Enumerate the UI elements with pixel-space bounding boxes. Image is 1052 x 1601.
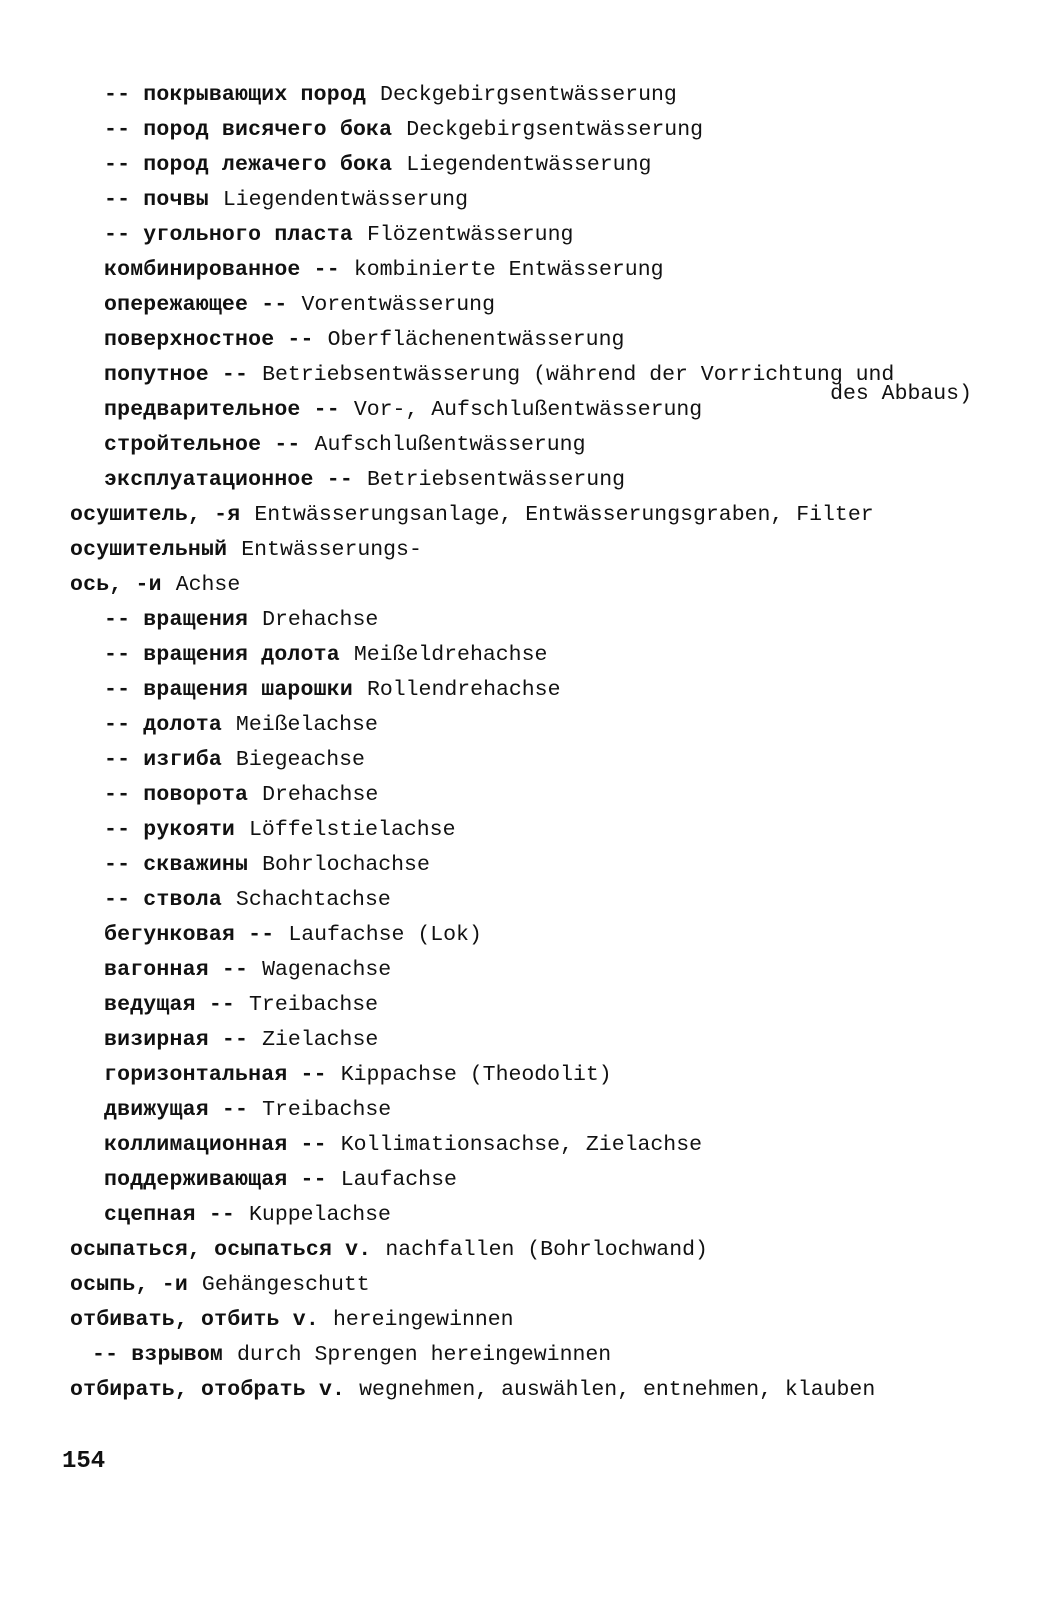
dictionary-entry [0, 638, 1052, 673]
german-translation: Betriebsentwässerung (während der Vorrichtung und [262, 363, 895, 387]
german-translation: Treibachse [262, 1098, 392, 1122]
dictionary-entry [0, 78, 1052, 113]
german-translation: Bohrlochachse [262, 853, 430, 877]
dictionary-entry [0, 1058, 1052, 1093]
german-translation: Drehachse [262, 608, 379, 632]
russian-term: отбирать, отобрать v. [70, 1378, 346, 1402]
russian-term: -- пород лежачего бока [104, 153, 393, 177]
german-translation: Zielachse [262, 1028, 379, 1052]
german-translation: Betriebsentwässerung [366, 468, 625, 492]
russian-term: -- рукояти [104, 818, 236, 842]
russian-term: -- угольного пласта [104, 223, 353, 247]
dictionary-entry [0, 953, 1052, 988]
german-translation: nachfallen (Bohrlochwand) [385, 1238, 708, 1262]
german-translation: Rollendrehachse [366, 678, 561, 702]
russian-term: стройтельное -- [104, 433, 301, 457]
german-translation: Kollimationsachse, Zielachse [340, 1133, 703, 1157]
german-translation: Kippachse (Theodolit) [340, 1063, 612, 1087]
russian-term: комбинированное -- [104, 258, 340, 282]
german-translation: Gehängeschutt [201, 1273, 370, 1297]
dictionary-entry [0, 813, 1052, 848]
dictionary-entry [0, 323, 1052, 358]
dictionary-entry [0, 1338, 1052, 1373]
german-translation: Laufachse [340, 1168, 457, 1192]
dictionary-entry [0, 1093, 1052, 1128]
russian-term: ведущая -- [104, 993, 236, 1017]
dictionary-entry [0, 1373, 1052, 1408]
russian-term: движущая -- [104, 1098, 249, 1122]
dictionary-entry [0, 113, 1052, 148]
russian-term: -- вращения долота [104, 643, 340, 667]
entry-list [0, 78, 1052, 1408]
dictionary-entry [0, 1233, 1052, 1268]
german-translation: Aufschlußentwässerung [314, 433, 586, 457]
dictionary-entry [0, 148, 1052, 183]
dictionary-entry [0, 603, 1052, 638]
dictionary-entry [0, 1023, 1052, 1058]
dictionary-entry [0, 498, 1052, 533]
russian-term: -- вращения шарошки [104, 678, 353, 702]
russian-term: коллимационная -- [104, 1133, 327, 1157]
russian-term: визирная -- [104, 1028, 249, 1052]
russian-term: -- ствола [104, 888, 222, 912]
dictionary-entry [0, 1303, 1052, 1338]
german-translation: Liegendentwässerung [222, 188, 468, 212]
german-translation: Laufachse (Lok) [288, 923, 482, 947]
russian-term: осушительный [70, 538, 228, 562]
russian-term: опережающее -- [104, 293, 288, 317]
german-translation: durch Sprengen hereingewinnen [237, 1343, 612, 1367]
dictionary-entry [0, 883, 1052, 918]
russian-term: -- покрывающих пород [104, 83, 367, 107]
dictionary-entry [0, 288, 1052, 323]
german-translation: Treibachse [249, 993, 379, 1017]
german-translation: Löffelstielachse [249, 818, 456, 842]
russian-term: бегунковая -- [104, 923, 275, 947]
dictionary-entry [0, 1198, 1052, 1233]
german-translation: hereingewinnen [332, 1308, 514, 1332]
russian-term: -- взрывом [92, 1343, 224, 1367]
german-translation: Vor-, Aufschlußentwässerung [353, 398, 703, 422]
russian-term: -- скважины [104, 853, 249, 877]
russian-term: поверхностное -- [104, 328, 314, 352]
dictionary-entry [0, 708, 1052, 743]
german-translation: Meißelachse [235, 713, 378, 737]
russian-term: эксплуатационное -- [104, 468, 353, 492]
russian-term: -- вращения [104, 608, 249, 632]
dictionary-entry [0, 988, 1052, 1023]
russian-term: вагонная -- [104, 958, 249, 982]
german-translation: Drehachse [262, 783, 379, 807]
german-translation: Deckgebirgsentwässerung [380, 83, 677, 107]
german-translation: Entwässerungsanlage, Entwässerungsgraben, Filter [254, 503, 874, 527]
russian-term: -- долота [104, 713, 222, 737]
russian-term: осыпаться, осыпаться v. [70, 1238, 372, 1262]
russian-term: предварительное -- [104, 398, 340, 422]
german-translation: Kuppelachse [249, 1203, 391, 1227]
russian-term: -- почвы [104, 188, 209, 212]
dictionary-entry [0, 848, 1052, 883]
german-translation: Deckgebirgsentwässerung [406, 118, 703, 142]
dictionary-entry [0, 218, 1052, 253]
entry-continuation: des Abbaus) [830, 382, 972, 406]
dictionary-entry [0, 673, 1052, 708]
dictionary-entry [0, 568, 1052, 603]
german-translation: Biegeachse [235, 748, 365, 772]
german-translation: Achse [175, 573, 241, 597]
german-translation: Flözentwässerung [366, 223, 574, 247]
page-number: 154 [62, 1448, 106, 1475]
russian-term: осыпь, -и [70, 1273, 188, 1297]
russian-term: горизонтальная -- [104, 1063, 327, 1087]
dictionary-entry [0, 463, 1052, 498]
german-translation: Oberflächenentwässerung [327, 328, 625, 352]
russian-term: отбивать, отбить v. [70, 1308, 319, 1332]
german-translation: Schachtachse [235, 888, 391, 912]
dictionary-entry [0, 1163, 1052, 1198]
russian-term: поддерживающая -- [104, 1168, 327, 1192]
dictionary-entry [0, 778, 1052, 813]
dictionary-entry [0, 918, 1052, 953]
dictionary-entry [0, 533, 1052, 568]
german-translation: Entwässerungs- [241, 538, 422, 562]
russian-term: ось, -и [70, 573, 162, 597]
dictionary-entry [0, 253, 1052, 288]
russian-term: -- поворота [104, 783, 249, 807]
german-translation: Meißeldrehachse [353, 643, 548, 667]
dictionary-entry [0, 1128, 1052, 1163]
russian-term: попутное -- [104, 363, 249, 387]
german-translation: Liegendentwässerung [406, 153, 652, 177]
russian-term: -- изгиба [104, 748, 222, 772]
dictionary-entry [0, 183, 1052, 218]
german-translation: wegnehmen, auswählen, entnehmen, klauben [359, 1378, 876, 1402]
dictionary-entry [0, 743, 1052, 778]
dictionary-entry [0, 1268, 1052, 1303]
german-translation: Vorentwässerung [301, 293, 495, 317]
russian-term: -- пород висячего бока [104, 118, 393, 142]
russian-term: сцепная -- [104, 1203, 236, 1227]
german-translation: Wagenachse [262, 958, 392, 982]
russian-term: осушитель, -я [70, 503, 241, 527]
german-translation: kombinierte Entwässerung [353, 258, 664, 282]
dictionary-entry [0, 428, 1052, 463]
